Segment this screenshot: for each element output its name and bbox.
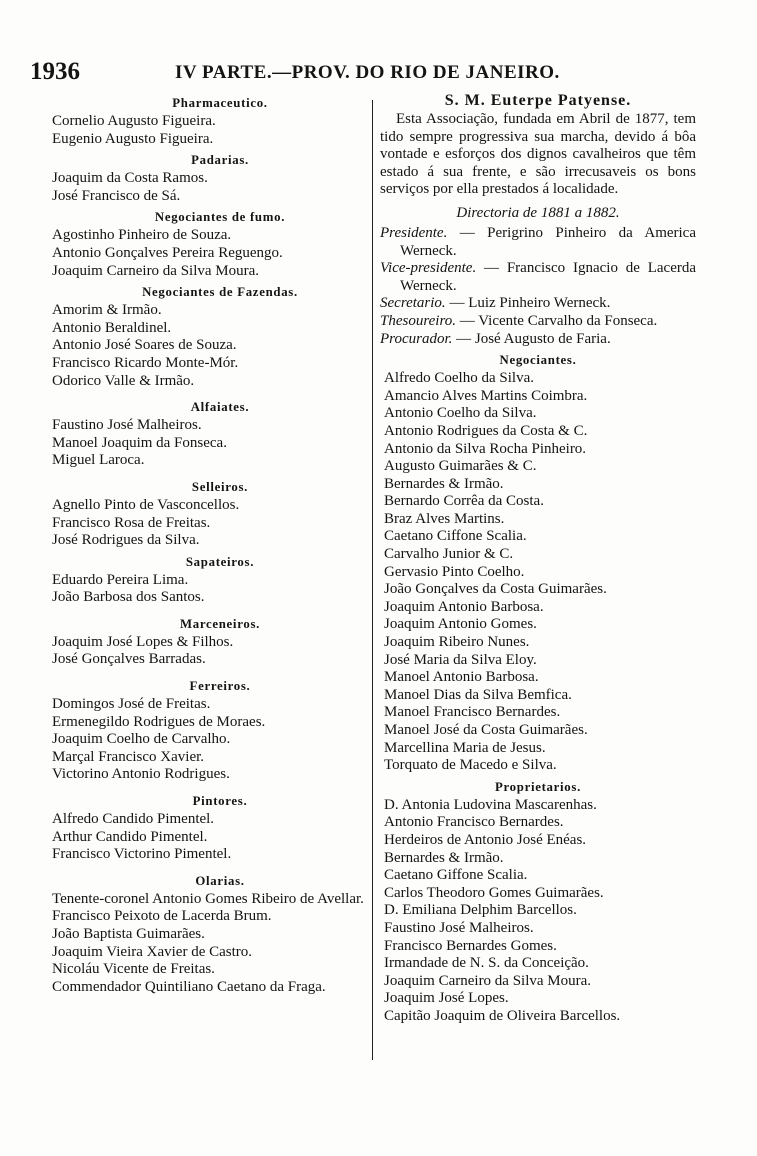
officer-role: Vice-presidente.	[380, 260, 477, 277]
section-heading: Ferreiros.	[189, 679, 251, 694]
officers-list	[380, 225, 696, 348]
list-item: Joaquim da Costa Ramos.	[52, 170, 208, 187]
officer-name: Francisco Ignacio de Lacerda Werneck.	[400, 260, 697, 294]
section-heading: Pharmaceutico.	[172, 96, 268, 110]
section-spacer	[52, 390, 388, 395]
list-item: Alfredo Candido Pimentel.	[52, 811, 215, 828]
list-item: Eduardo Pereira Lima.	[52, 571, 189, 588]
section-heading: Selleiros.	[191, 479, 249, 494]
list-item: Joaquim José Lopes.	[384, 990, 509, 1007]
officer-entry	[380, 225, 696, 260]
running-head: IV PARTE.—PROV. DO RIO DE JANEIRO.	[175, 62, 560, 83]
list-item: Francisco Bernardes Gomes.	[384, 937, 557, 954]
list-item: Joaquim Antonio Barbosa.	[384, 598, 544, 615]
list-item: Manoel Dias da Silva Bemfica.	[384, 686, 572, 703]
list-item: Domingos José de Freitas.	[52, 696, 211, 713]
list-item: Bernardes & Irmão.	[384, 849, 504, 866]
list-item: Joaquim Carneiro da Silva Moura.	[384, 972, 592, 989]
list-item: Francisco Peixoto de Lacerda Brum.	[52, 908, 272, 925]
list-item: D. Antonia Ludovina Mascarenhas.	[384, 796, 597, 813]
page-header	[0, 58, 757, 92]
officer-role: Secretario.	[380, 295, 446, 312]
section-spacer	[52, 607, 388, 612]
list-item: Antonio Francisco Bernardes.	[384, 814, 564, 831]
list-item: Bernardo Corrêa da Costa.	[384, 493, 544, 510]
section-heading: Negociantes de fumo.	[154, 210, 286, 225]
list-item: Joaquim Ribeiro Nunes.	[384, 634, 530, 651]
section-spacer	[52, 784, 388, 789]
right-column	[380, 91, 696, 1026]
list-item: Joaquim Vieira Xavier de Castro.	[52, 943, 253, 960]
directorate-title: Directoria de 1881 a 1882.	[456, 204, 620, 221]
list-item: Victorino Antonio Rodrigues.	[52, 766, 230, 783]
officer-role: Thesoureiro.	[380, 312, 456, 329]
section-heading: Olarias.	[195, 873, 245, 888]
officer-separator: —	[445, 295, 469, 312]
list-item: Gervasio Pinto Coelho.	[384, 563, 525, 580]
section-heading: Padarias.	[191, 153, 249, 168]
officer-name: Luiz Pinheiro Werneck.	[468, 295, 611, 312]
officer-role: Procurador.	[380, 330, 453, 347]
officer-name: Vicente Carvalho da Fonseca.	[478, 312, 658, 329]
officer-separator: —	[476, 260, 507, 277]
list-item: Augusto Guimarães & C.	[384, 458, 537, 475]
list-item: Joaquim Carneiro da Silva Moura.	[52, 262, 260, 279]
left-column	[52, 91, 388, 996]
list-item: Manoel Francisco Bernardes.	[384, 704, 561, 721]
list-item: Joaquim Coelho de Carvalho.	[52, 731, 231, 748]
list-item: Nicoláu Vicente de Freitas.	[52, 961, 215, 978]
officer-entry	[380, 331, 696, 349]
officer-separator: —	[455, 312, 479, 329]
list-item: Carvalho Junior & C.	[384, 546, 514, 563]
list-item: Agostinho Pinheiro de Souza.	[52, 227, 232, 244]
list-item: Alfredo Coelho da Silva.	[384, 370, 534, 387]
list-item: José Francisco de Sá.	[52, 187, 181, 204]
list-item: Miguel Laroca.	[52, 452, 145, 469]
officer-role: Presidente.	[380, 224, 448, 241]
page-number: 1936	[30, 58, 80, 85]
list-item: Joaquim José Lopes & Filhos.	[52, 633, 234, 650]
list-item: Caetano Ciffone Scalia.	[384, 528, 527, 545]
list-item: Antonio Rodrigues da Costa & C.	[384, 422, 588, 439]
list-item: Manoel José da Costa Guimarães.	[384, 722, 588, 738]
officer-separator: —	[452, 330, 475, 347]
section-heading: Marceneiros.	[179, 616, 261, 631]
section-spacer	[52, 669, 388, 674]
section-heading: Negociantes de Fazendas.	[142, 285, 298, 300]
officer-separator: —	[447, 224, 488, 241]
list-item: João Baptista Guimarães.	[52, 926, 205, 942]
list-item: Caetano Giffone Scalia.	[384, 867, 528, 884]
society-title: S. M. Euterpe Patyense.	[444, 92, 632, 109]
negociantes-list	[380, 370, 696, 775]
list-item: Antonio José Soares de Souza.	[52, 337, 237, 354]
officer-entry	[380, 295, 696, 313]
list-item: Cornelio Augusto Figueira.	[52, 113, 216, 129]
list-item: Antonio Gonçalves Pereira Reguengo.	[52, 244, 283, 261]
list-item: Herdeiros de Antonio José Enéas.	[384, 831, 587, 848]
list-item: D. Emiliana Delphim Barcellos.	[384, 902, 577, 919]
list-item: José Rodrigues da Silva.	[52, 532, 200, 549]
list-item: Marcellina Maria de Jesus.	[384, 739, 546, 756]
list-item: Eugenio Augusto Figueira.	[52, 130, 214, 147]
list-item: Francisco Rosa de Freitas.	[52, 514, 211, 531]
list-item: João Gonçalves da Costa Guimarães.	[384, 581, 607, 598]
list-item: José Gonçalves Barradas.	[52, 651, 206, 668]
list-item: Amancio Alves Martins Coimbra.	[384, 387, 588, 404]
list-item: Manoel Antonio Barbosa.	[384, 669, 539, 686]
list-item: Torquato de Macedo e Silva.	[384, 757, 557, 774]
list-item: Antonio Coelho da Silva.	[384, 405, 537, 422]
list-item: João Barbosa dos Santos.	[52, 589, 205, 606]
list-item: Carlos Theodoro Gomes Guimarães.	[384, 884, 604, 901]
list-item: Tenente-coronel Antonio Gomes Ribeiro de Avellar.	[52, 890, 364, 907]
section-heading: Alfaiates.	[190, 400, 250, 415]
list-item: Commendador Quintiliano Caetano da Fraga.	[52, 978, 326, 995]
society-intro: Esta Associação, fundada em Abril de 1877, tem tido sempre progressiva sua marcha, devido á bôa vontade e esforços dos dignos cavalheiros que têm estado á sua frente, e são irrecusaveis os bons serviços por ella prestados á localidade.	[380, 111, 696, 198]
officer-name: Perigrino Pinheiro da America Werneck.	[400, 224, 696, 259]
list-item: Bernardes & Irmão.	[384, 475, 504, 492]
section-heading: Sapateiros.	[185, 554, 255, 569]
list-item: Marçal Francisco Xavier.	[52, 748, 205, 765]
list-item: Capitão Joaquim de Oliveira Barcellos.	[384, 1007, 621, 1024]
officer-entry	[380, 260, 696, 295]
section-heading: Pintores.	[192, 794, 248, 809]
officer-name: José Augusto de Faria.	[474, 330, 611, 347]
section-spacer	[52, 470, 388, 475]
list-item: Antonio da Silva Rocha Pinheiro.	[384, 440, 587, 457]
list-item: Braz Alves Martins.	[384, 510, 505, 527]
list-item: Francisco Ricardo Monte-Mór.	[52, 354, 239, 371]
list-item: Faustino José Malheiros.	[384, 919, 534, 936]
list-item: José Maria da Silva Eloy.	[384, 651, 537, 668]
list-item: Odorico Valle & Irmão.	[52, 372, 195, 389]
officer-entry	[380, 313, 696, 331]
list-item: Ermenegildo Rodrigues de Moraes.	[52, 713, 266, 730]
list-item: Irmandade de N. S. da Conceição.	[384, 955, 589, 972]
section-spacer	[52, 864, 388, 869]
section-heading-negociantes: Negociantes.	[499, 353, 577, 368]
list-item: Francisco Victorino Pimentel.	[52, 846, 232, 863]
list-item: Joaquim Antonio Gomes.	[384, 616, 537, 633]
list-item: Faustino José Malheiros.	[52, 417, 202, 434]
list-item: Amorim & Irmão.	[52, 302, 162, 319]
list-item: Manoel Joaquim da Fonseca.	[52, 434, 227, 451]
proprietarios-list	[380, 797, 696, 1026]
section-heading-proprietarios: Proprietarios.	[495, 779, 581, 794]
list-item: Antonio Beraldinel.	[52, 319, 172, 336]
list-item: Arthur Candido Pimentel.	[52, 828, 208, 845]
list-item: Agnello Pinto de Vasconcellos.	[52, 496, 240, 513]
